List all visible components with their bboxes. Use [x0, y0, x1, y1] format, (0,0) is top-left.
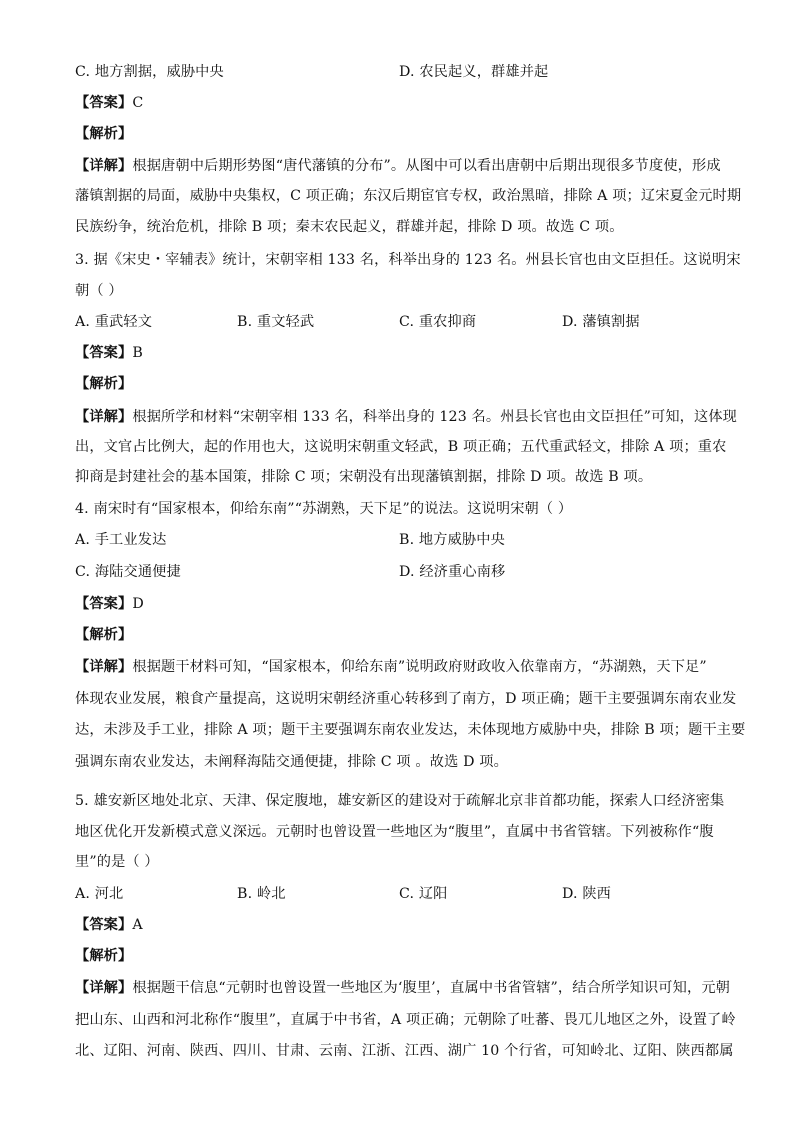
- q3-stem-line-1: 3. 据《宋史・宰辅表》统计，宋朝宰相 133 名，科举出身的 123 名。州县长官也由文臣担任。这说明宋: [75, 252, 741, 268]
- q3-option-d: D. 藩镇割据: [562, 314, 640, 330]
- q5-detail-line-1: [75, 979, 730, 997]
- answer-value: C: [132, 95, 144, 111]
- q4-option-c: C. 海陆交通便捷: [75, 564, 181, 580]
- q2-detail-line-1: [75, 157, 725, 175]
- detail-text: 根据题干材料可知，“国家根本，仰给东南”说明政府财政收入依靠南方，“苏湖熟，天下足”: [132, 659, 707, 675]
- q2-detail-line-3: 民族纷争，统治危机，排除 B 项；秦末农民起义，群雄并起，排除 D 项。故选 C 项。: [75, 219, 624, 235]
- q3-detail-line-2: 出，文官占比例大，起的作用也大，这说明宋朝重文轻武，B 项正确；五代重武轻文，排除 A 项；重农: [75, 439, 727, 455]
- q4-detail-line-1: [75, 658, 725, 676]
- answer-value: A: [132, 917, 143, 933]
- q2-option-d: D. 农民起义，群雄并起: [399, 64, 549, 80]
- q4-option-d: D. 经济重心南移: [399, 564, 506, 580]
- q5-option-c: C. 辽阳: [399, 886, 448, 902]
- q3-option-a: A. 重武轻文: [75, 314, 153, 330]
- answer-tag: 【答案】: [75, 917, 133, 933]
- q3-option-b: B. 重文轻武: [237, 314, 315, 330]
- q4-analysis-tag: 【解析】: [75, 627, 133, 643]
- answer-tag: 【答案】: [75, 95, 133, 111]
- q5-option-b: B. 岭北: [237, 886, 286, 902]
- q4-detail-line-3: 达，未涉及手工业，排除 A 项；题干主要强调东南农业发达，未体现地方威胁中央，排除 B 项；题干主要: [75, 722, 746, 738]
- answer-value: D: [132, 596, 144, 612]
- q3-stem-line-2: 朝（ ）: [75, 283, 123, 299]
- q5-option-a: A. 河北: [75, 886, 124, 902]
- q5-analysis-tag: 【解析】: [75, 948, 133, 964]
- q4-option-a: A. 手工业发达: [75, 532, 167, 548]
- detail-tag: 【详解】: [75, 158, 133, 174]
- q2-answer: [75, 94, 725, 112]
- answer-tag: 【答案】: [75, 345, 133, 361]
- q5-answer: [75, 916, 725, 934]
- q5-stem-line-3: 里”的是（ ）: [75, 854, 159, 870]
- q3-answer: [75, 344, 725, 362]
- detail-tag: 【详解】: [75, 980, 133, 996]
- q5-detail-line-3: 北、辽阳、河南、陕西、四川、甘肃、云南、江浙、江西、湖广 10 个行省，可知岭北、辽阳、陕西都属: [75, 1043, 734, 1059]
- q3-analysis-tag: 【解析】: [75, 376, 133, 392]
- q4-option-b: B. 地方威胁中央: [399, 532, 505, 548]
- q2-detail-line-2: 藩镇割据的局面，威胁中央集权，C 项正确；东汉后期宦官专权，政治黑暗，排除 A 项；辽宋夏金元时期: [75, 188, 742, 204]
- q5-stem-line-2: 地区优化开发新模式意义深远。元朝时也曾设置一些地区为“腹里”，直属中书省管辖。下列被称作“腹: [75, 824, 714, 840]
- q4-detail-line-4: 强调东南农业发达，未阐释海陆交通便捷，排除 C 项 。故选 D 项。: [75, 754, 508, 770]
- q5-detail-line-2: 把山东、山西和河北称作“腹里”，直属于中书省，A 项正确；元朝除了吐蕃、畏兀儿地区之外，设置了岭: [75, 1012, 736, 1028]
- detail-text: 根据所学和材料“宋朝宰相 133 名，科举出身的 123 名。州县长官也由文臣担任”可知，这体现: [132, 409, 738, 425]
- q2-option-c: C. 地方割据，威胁中央: [75, 64, 224, 80]
- q4-answer: [75, 595, 725, 613]
- q3-option-c: C. 重农抑商: [399, 314, 477, 330]
- detail-text: 根据题干信息“元朝时也曾设置一些地区为‘腹里’，直属中书省管辖”，结合所学知识可知，元朝: [132, 980, 730, 996]
- detail-text: 根据唐朝中后期形势图“唐代藩镇的分布”。从图中可以看出唐朝中后期出现很多节度使，形成: [132, 158, 721, 174]
- q3-detail-line-3: 抑商是封建社会的基本国策，排除 C 项；宋朝没有出现藩镇割据，排除 D 项。故选 B 项。: [75, 469, 653, 485]
- q5-option-d: D. 陕西: [562, 886, 612, 902]
- answer-value: B: [132, 345, 143, 361]
- detail-tag: 【详解】: [75, 409, 133, 425]
- q4-stem: 4. 南宋时有“国家根本，仰给东南”“苏湖熟，天下足”的说法。这说明宋朝（ ）: [75, 501, 573, 517]
- answer-tag: 【答案】: [75, 596, 133, 612]
- q2-analysis-tag: 【解析】: [75, 126, 133, 142]
- q5-stem-line-1: 5. 雄安新区地处北京、天津、保定腹地，雄安新区的建设对于疏解北京非首都功能，探索人口经济密集: [75, 793, 725, 809]
- detail-tag: 【详解】: [75, 659, 133, 675]
- q3-detail-line-1: [75, 408, 738, 426]
- q4-detail-line-2: 体现农业发展，粮食产量提高，这说明宋朝经济重心转移到了南方，D 项正确；题干主要强调东南农业发: [75, 691, 737, 707]
